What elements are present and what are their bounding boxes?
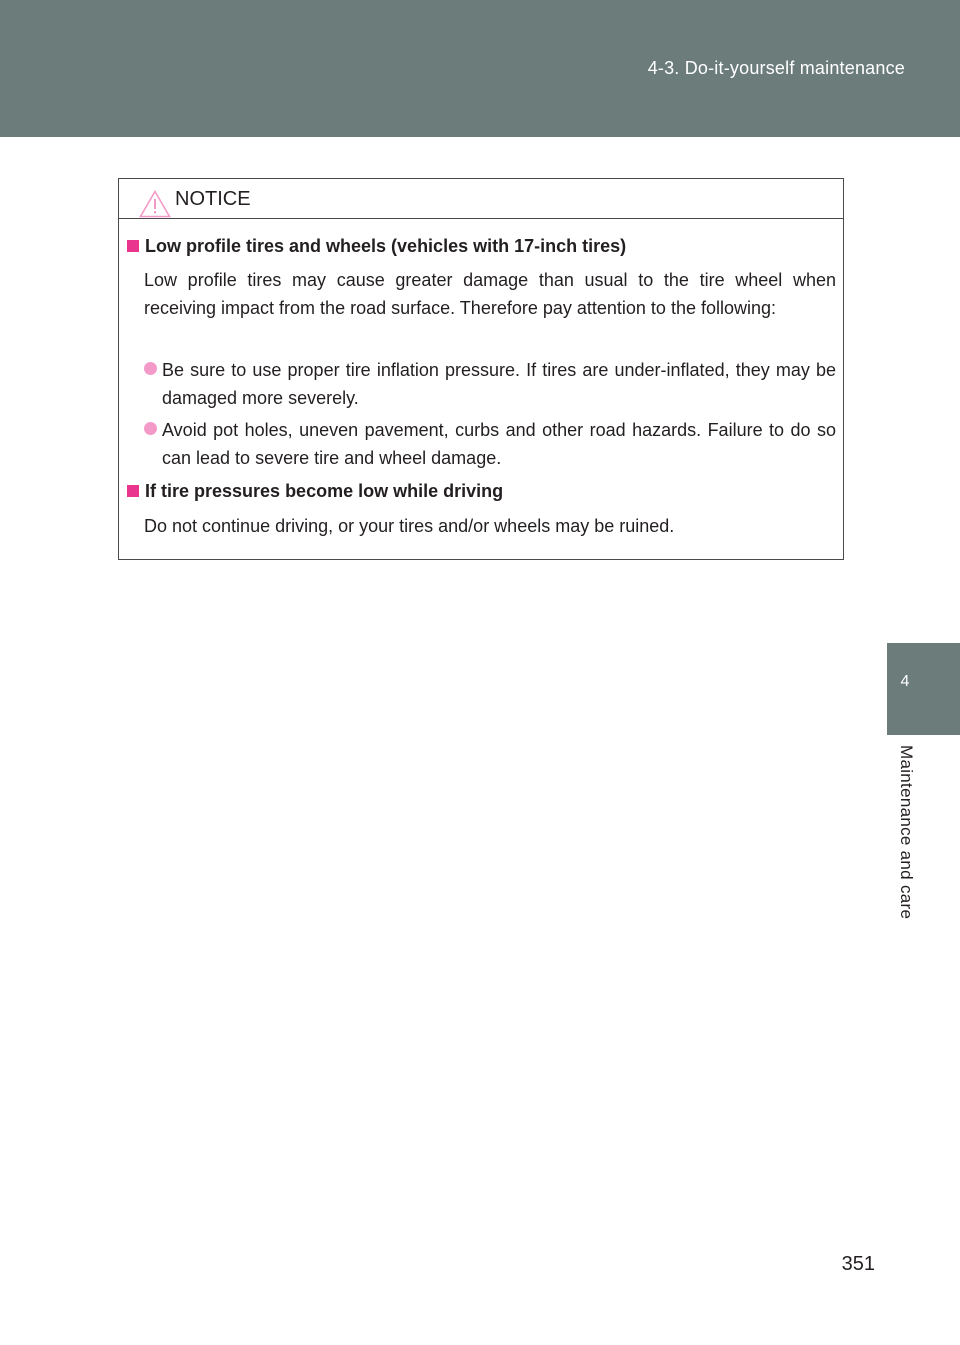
chapter-number: 4	[900, 673, 910, 690]
round-bullet-icon	[144, 422, 157, 435]
section-heading-low-pressure	[127, 481, 503, 502]
header-band	[0, 0, 960, 137]
square-bullet-icon	[127, 240, 139, 252]
section-heading-text: If tire pressures become low while driving	[145, 481, 504, 501]
round-bullet-icon	[144, 362, 157, 375]
section-heading-low-profile-tires	[127, 236, 626, 257]
section-body-low-profile-tires: Low profile tires may cause greater damage than usual to the tire wheel when receiving impact from the road surface. Therefore pay attention to the following:	[144, 270, 836, 318]
notice-header	[119, 179, 843, 219]
section-heading-text: Low profile tires and wheels (vehicles with 17-inch tires)	[145, 236, 627, 256]
page-number: 351	[841, 1253, 875, 1275]
chapter-tab	[887, 643, 960, 735]
list-item	[144, 416, 836, 472]
list-item-text: Avoid pot holes, uneven pavement, curbs and other road hazards. Failure to do so can lead to severe tire and wheel damage.	[162, 420, 836, 468]
section-body-low-pressure: Do not continue driving, or your tires and/or wheels may be ruined.	[144, 516, 675, 536]
section-title: 4-3. Do-it-yourself maintenance	[647, 58, 905, 78]
list-item	[144, 356, 836, 412]
warning-triangle-icon	[139, 190, 171, 218]
chapter-label: Maintenance and care	[897, 745, 916, 920]
list-item-text: Be sure to use proper tire inflation pressure. If tires are under-inflated, they may be damaged more severely.	[162, 360, 836, 408]
notice-title: NOTICE	[175, 188, 251, 210]
square-bullet-icon	[127, 485, 139, 497]
notice-box	[118, 178, 844, 560]
